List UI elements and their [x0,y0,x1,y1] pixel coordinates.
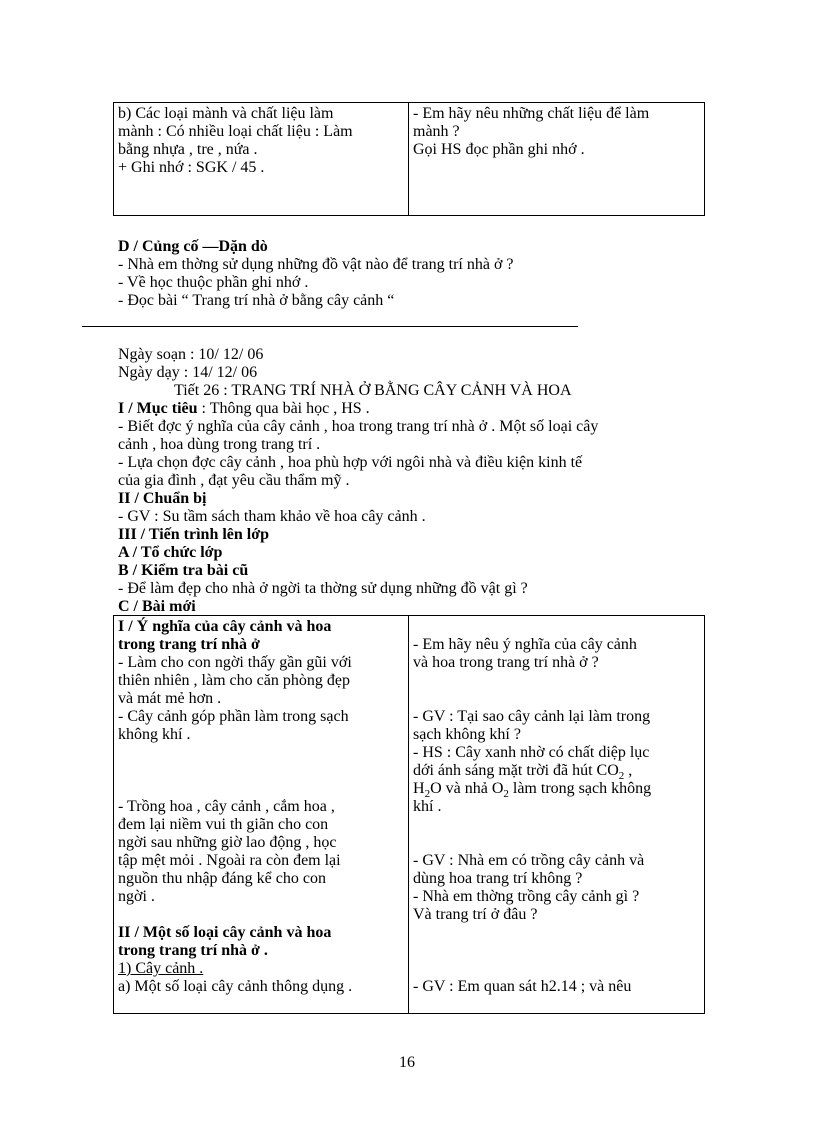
table1-right-line: Gọi HS đọc phần ghi nhớ . [413,141,585,158]
table2-right-line: và hoa trong trang trí nhà ở ? [413,654,599,671]
table2-right-line: dùng hoa trang trí không ? [413,870,583,887]
section-d-heading: D / Củng cố —Dặn dò [118,238,268,255]
table1-right-line: mành ? [413,123,460,140]
table1-left-line: mành : Có nhiều loại chất liệu : Làm [118,123,353,140]
prep-line: - GV : Su tầm sách tham khảo về hoa cây cảnh . [118,508,426,525]
table2-left-line: đem lại niềm vui th giãn cho con [118,816,329,833]
objective-heading: I / Mục tiêu [118,400,198,417]
objective-line: cảnh , hoa dùng trong trang trí . [118,436,321,453]
section-d-line: - Đọc bài “ Trang trí nhà ở bằng cây cảnh “ [118,292,395,309]
prep-heading: II / Chuẩn bị [118,490,207,507]
table2-subheading: 1) Cây cảnh . [118,960,204,977]
table2-left-line: a) Một số loại cây cảnh thông dụng . [118,978,353,995]
table1-right-line: - Em hãy nêu những chất liệu để làm [413,105,650,122]
table2-left-cell [114,616,409,1014]
step-a: A / Tổ chức lớp [118,544,223,561]
table2-left-line: ngời . [118,888,155,905]
table2-right-line-co2 [413,762,700,783]
objective-line: của gia đình , đạt yêu cầu thẩm mỹ . [118,472,350,489]
activity-table-2 [113,615,705,1014]
lesson-header [118,346,598,616]
table2-right-line: sạch không khí ? [413,726,521,743]
o2-subscript: 2 [503,788,509,801]
process-heading: III / Tiến trình lên lớp [118,526,269,543]
h2o-h: H [413,780,425,797]
date-prepared: Ngày soạn : 10/ 12/ 06 [118,346,264,363]
table2-right-line: - GV : Tại sao cây cảnh lại làm trong [413,708,651,725]
co2-subscript: 2 [618,770,625,783]
table1-left-line: bằng nhựa , tre , nứa . [118,141,258,158]
table2-left-line: tập mệt mỏi . Ngoài ra còn đem lại [118,852,341,869]
step-b-question: - Để làm đẹp cho nhà ở ngời ta thờng sử dụng những đồ vật gì ? [118,580,528,597]
h2o-tail: làm trong sạch không [508,780,652,797]
table2-left-line: - Làm cho con ngời thấy gần gũi với [118,654,352,671]
page-number: 16 [399,1054,415,1071]
step-b: B / Kiểm tra bài cũ [118,562,249,579]
table2-right-line: khí . [413,798,442,815]
activity-table-1 [113,102,705,216]
table2-left-line: không khí . [118,726,191,743]
table2-left-line: ngời sau những giờ lao động , học [118,834,337,851]
section-d [118,238,514,310]
section-d-line: - Nhà em thờng sử dụng những đồ vật nào để trang trí nhà ở ? [118,256,514,273]
table2-right-line: - GV : Nhà em có trồng cây cảnh và [413,852,645,869]
table2-left-line: thiên nhiên , làm cho căn phòng đẹp [118,672,350,689]
h2o-text: O và nhả O [430,780,504,797]
table2-heading-1: I / Ý nghĩa của cây cảnh và hoa [118,618,332,635]
objective-line: - Lựa chọn đợc cây cảnh , hoa phù hợp với ngôi nhà và điều kiện kinh tế [118,454,583,471]
table2-left-line: và mát mẻ hơn . [118,690,222,707]
objective-intro: : Thông qua bài học , HS . [197,400,370,417]
co2-tail: , [624,762,633,779]
lesson-title: Tiết 26 : TRANG TRÍ NHÀ Ở BẰNG CÂY CẢNH VÀ HOA [174,382,572,399]
table2-left-line: nguồn thu nhập đáng kể cho con [118,870,326,887]
co2-text: dới ánh sáng mặt trời đã hút CO [413,762,619,779]
table1-left-line: b) Các loại mành và chất liệu làm [118,105,334,122]
objective-row [118,400,598,418]
section-divider [82,326,578,327]
table1-left-line: + Ghi nhớ : SGK / 45 . [118,159,265,176]
table2-left-line: - Cây cảnh góp phần làm trong sạch [118,708,349,725]
date-taught: Ngày dạy : 14/ 12/ 06 [118,364,258,381]
table2-heading-1: trong trang trí nhà ở [118,636,260,653]
table2-right-cell [409,616,705,1014]
table2-right-line-h2o [413,780,700,801]
table2-left-line: - Trồng hoa , cây cảnh , cắm hoa , [118,798,335,815]
table2-right-line: - GV : Em quan sát h2.14 ; và nêu [413,978,632,995]
table1-left-cell [114,103,409,216]
step-c: C / Bài mới [118,598,196,615]
table2-heading-2: trong trang trí nhà ở . [118,942,268,959]
table2-right-line: - Em hãy nêu ý nghĩa của cây cảnh [413,636,637,653]
table2-right-line: - HS : Cây xanh nhờ có chất diệp lục [413,744,650,761]
section-d-line: - Về học thuộc phần ghi nhớ . [118,274,309,291]
table2-right-line: - Nhà em thờng trồng cây cảnh gì ? [413,888,640,905]
table2-right-line: Và trang trí ở đâu ? [413,906,538,923]
objective-line: - Biết đợc ý nghĩa của cây cảnh , hoa trong trang trí nhà ở . Một số loại cây [118,418,599,435]
table1-right-cell [409,103,705,216]
table2-heading-2: II / Một số loại cây cảnh và hoa [118,924,332,941]
h2o-subscript: 2 [424,788,431,801]
